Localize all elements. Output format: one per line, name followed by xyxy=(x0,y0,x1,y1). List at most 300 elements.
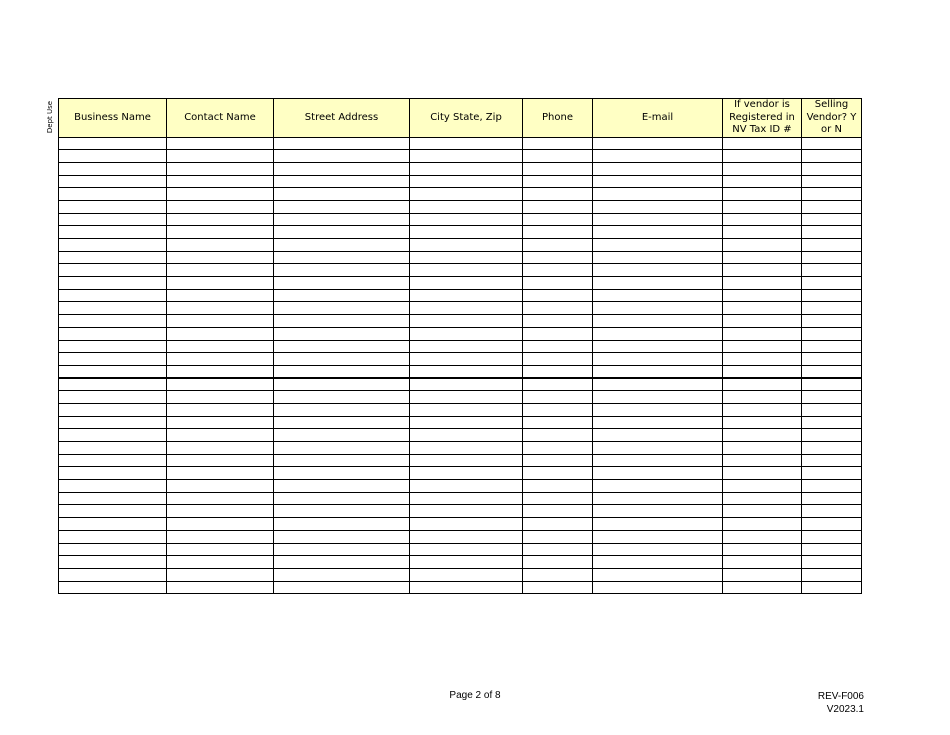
cell-selling-vendor[interactable] xyxy=(802,429,862,442)
cell-email[interactable] xyxy=(593,365,723,378)
cell-street-address[interactable] xyxy=(274,568,410,581)
table-row xyxy=(59,137,862,150)
cell-city-state-zip[interactable] xyxy=(410,454,523,467)
cell-phone[interactable] xyxy=(523,416,593,429)
cell-nv-tax-id[interactable] xyxy=(723,581,802,594)
cell-phone[interactable] xyxy=(523,467,593,480)
cell-city-state-zip[interactable] xyxy=(410,403,523,416)
cell-street-address[interactable] xyxy=(274,365,410,378)
cell-contact-name[interactable] xyxy=(167,137,274,150)
cell-email[interactable] xyxy=(593,403,723,416)
cell-nv-tax-id[interactable] xyxy=(723,467,802,480)
cell-street-address[interactable] xyxy=(274,226,410,239)
cell-business-name[interactable] xyxy=(59,226,167,239)
cell-phone[interactable] xyxy=(523,137,593,150)
cell-street-address[interactable] xyxy=(274,480,410,493)
cell-phone[interactable] xyxy=(523,162,593,175)
dept-use-text: Dept Use xyxy=(46,100,54,134)
cell-city-state-zip[interactable] xyxy=(410,353,523,366)
cell-nv-tax-id[interactable] xyxy=(723,327,802,340)
cell-street-address[interactable] xyxy=(274,353,410,366)
cell-nv-tax-id[interactable] xyxy=(723,264,802,277)
cell-phone[interactable] xyxy=(523,239,593,252)
cell-street-address[interactable] xyxy=(274,429,410,442)
cell-selling-vendor[interactable] xyxy=(802,137,862,150)
cell-nv-tax-id[interactable] xyxy=(723,492,802,505)
cell-street-address[interactable] xyxy=(274,403,410,416)
cell-phone[interactable] xyxy=(523,289,593,302)
cell-phone[interactable] xyxy=(523,480,593,493)
cell-city-state-zip[interactable] xyxy=(410,188,523,201)
cell-nv-tax-id[interactable] xyxy=(723,315,802,328)
cell-nv-tax-id[interactable] xyxy=(723,188,802,201)
cell-nv-tax-id[interactable] xyxy=(723,391,802,404)
cell-nv-tax-id[interactable] xyxy=(723,416,802,429)
cell-selling-vendor[interactable] xyxy=(802,353,862,366)
cell-business-name[interactable] xyxy=(59,162,167,175)
cell-selling-vendor[interactable] xyxy=(802,467,862,480)
cell-selling-vendor[interactable] xyxy=(802,315,862,328)
cell-business-name[interactable] xyxy=(59,467,167,480)
cell-nv-tax-id[interactable] xyxy=(723,518,802,531)
cell-nv-tax-id[interactable] xyxy=(723,175,802,188)
cell-business-name[interactable] xyxy=(59,137,167,150)
cell-city-state-zip[interactable] xyxy=(410,480,523,493)
cell-city-state-zip[interactable] xyxy=(410,429,523,442)
cell-business-name[interactable] xyxy=(59,429,167,442)
cell-city-state-zip[interactable] xyxy=(410,505,523,518)
cell-street-address[interactable] xyxy=(274,277,410,290)
cell-business-name[interactable] xyxy=(59,518,167,531)
cell-email[interactable] xyxy=(593,518,723,531)
cell-email[interactable] xyxy=(593,454,723,467)
cell-street-address[interactable] xyxy=(274,530,410,543)
cell-selling-vendor[interactable] xyxy=(802,162,862,175)
cell-email[interactable] xyxy=(593,213,723,226)
cell-nv-tax-id[interactable] xyxy=(723,505,802,518)
cell-email[interactable] xyxy=(593,150,723,163)
cell-selling-vendor[interactable] xyxy=(802,442,862,455)
cell-business-name[interactable] xyxy=(59,200,167,213)
cell-business-name[interactable] xyxy=(59,340,167,353)
cell-city-state-zip[interactable] xyxy=(410,302,523,315)
cell-email[interactable] xyxy=(593,162,723,175)
cell-street-address[interactable] xyxy=(274,543,410,556)
cell-phone[interactable] xyxy=(523,340,593,353)
cell-city-state-zip[interactable] xyxy=(410,581,523,594)
cell-phone[interactable] xyxy=(523,492,593,505)
cell-street-address[interactable] xyxy=(274,302,410,315)
cell-street-address[interactable] xyxy=(274,200,410,213)
cell-email[interactable] xyxy=(593,530,723,543)
cell-street-address[interactable] xyxy=(274,454,410,467)
cell-contact-name[interactable] xyxy=(167,556,274,569)
cell-email[interactable] xyxy=(593,289,723,302)
cell-selling-vendor[interactable] xyxy=(802,391,862,404)
cell-phone[interactable] xyxy=(523,391,593,404)
cell-phone[interactable] xyxy=(523,442,593,455)
cell-nv-tax-id[interactable] xyxy=(723,480,802,493)
cell-business-name[interactable] xyxy=(59,391,167,404)
cell-city-state-zip[interactable] xyxy=(410,264,523,277)
cell-nv-tax-id[interactable] xyxy=(723,239,802,252)
cell-email[interactable] xyxy=(593,480,723,493)
cell-email[interactable] xyxy=(593,188,723,201)
cell-contact-name[interactable] xyxy=(167,403,274,416)
cell-city-state-zip[interactable] xyxy=(410,315,523,328)
cell-city-state-zip[interactable] xyxy=(410,251,523,264)
cell-phone[interactable] xyxy=(523,403,593,416)
cell-street-address[interactable] xyxy=(274,340,410,353)
cell-email[interactable] xyxy=(593,543,723,556)
cell-selling-vendor[interactable] xyxy=(802,226,862,239)
cell-contact-name[interactable] xyxy=(167,315,274,328)
cell-contact-name[interactable] xyxy=(167,492,274,505)
cell-city-state-zip[interactable] xyxy=(410,200,523,213)
cell-email[interactable] xyxy=(593,251,723,264)
table-row xyxy=(59,277,862,290)
cell-selling-vendor[interactable] xyxy=(802,568,862,581)
cell-phone[interactable] xyxy=(523,302,593,315)
cell-phone[interactable] xyxy=(523,543,593,556)
cell-nv-tax-id[interactable] xyxy=(723,226,802,239)
cell-business-name[interactable] xyxy=(59,416,167,429)
cell-contact-name[interactable] xyxy=(167,200,274,213)
cell-phone[interactable] xyxy=(523,378,593,391)
cell-email[interactable] xyxy=(593,353,723,366)
cell-contact-name[interactable] xyxy=(167,467,274,480)
cell-selling-vendor[interactable] xyxy=(802,518,862,531)
cell-business-name[interactable] xyxy=(59,251,167,264)
cell-phone[interactable] xyxy=(523,251,593,264)
cell-street-address[interactable] xyxy=(274,442,410,455)
cell-phone[interactable] xyxy=(523,429,593,442)
cell-phone[interactable] xyxy=(523,505,593,518)
cell-business-name[interactable] xyxy=(59,277,167,290)
cell-email[interactable] xyxy=(593,340,723,353)
cell-city-state-zip[interactable] xyxy=(410,137,523,150)
cell-phone[interactable] xyxy=(523,365,593,378)
cell-contact-name[interactable] xyxy=(167,213,274,226)
cell-email[interactable] xyxy=(593,239,723,252)
cell-city-state-zip[interactable] xyxy=(410,378,523,391)
cell-email[interactable] xyxy=(593,429,723,442)
cell-phone[interactable] xyxy=(523,213,593,226)
cell-city-state-zip[interactable] xyxy=(410,175,523,188)
cell-street-address[interactable] xyxy=(274,327,410,340)
cell-city-state-zip[interactable] xyxy=(410,556,523,569)
cell-business-name[interactable] xyxy=(59,581,167,594)
cell-street-address[interactable] xyxy=(274,391,410,404)
cell-contact-name[interactable] xyxy=(167,340,274,353)
cell-city-state-zip[interactable] xyxy=(410,492,523,505)
cell-email[interactable] xyxy=(593,378,723,391)
cell-phone[interactable] xyxy=(523,277,593,290)
cell-business-name[interactable] xyxy=(59,264,167,277)
cell-selling-vendor[interactable] xyxy=(802,277,862,290)
cell-street-address[interactable] xyxy=(274,556,410,569)
cell-nv-tax-id[interactable] xyxy=(723,277,802,290)
cell-nv-tax-id[interactable] xyxy=(723,365,802,378)
cell-contact-name[interactable] xyxy=(167,543,274,556)
cell-nv-tax-id[interactable] xyxy=(723,378,802,391)
cell-email[interactable] xyxy=(593,492,723,505)
cell-city-state-zip[interactable] xyxy=(410,226,523,239)
cell-city-state-zip[interactable] xyxy=(410,416,523,429)
cell-email[interactable] xyxy=(593,442,723,455)
cell-street-address[interactable] xyxy=(274,416,410,429)
cell-email[interactable] xyxy=(593,264,723,277)
cell-selling-vendor[interactable] xyxy=(802,200,862,213)
cell-phone[interactable] xyxy=(523,353,593,366)
cell-business-name[interactable] xyxy=(59,454,167,467)
cell-contact-name[interactable] xyxy=(167,581,274,594)
cell-business-name[interactable] xyxy=(59,213,167,226)
cell-contact-name[interactable] xyxy=(167,264,274,277)
cell-nv-tax-id[interactable] xyxy=(723,568,802,581)
cell-contact-name[interactable] xyxy=(167,353,274,366)
cell-selling-vendor[interactable] xyxy=(802,340,862,353)
cell-business-name[interactable] xyxy=(59,239,167,252)
cell-city-state-zip[interactable] xyxy=(410,150,523,163)
cell-street-address[interactable] xyxy=(274,150,410,163)
cell-street-address[interactable] xyxy=(274,137,410,150)
form-code-block xyxy=(818,691,864,716)
cell-selling-vendor[interactable] xyxy=(802,175,862,188)
cell-email[interactable] xyxy=(593,556,723,569)
cell-city-state-zip[interactable] xyxy=(410,340,523,353)
cell-nv-tax-id[interactable] xyxy=(723,137,802,150)
cell-email[interactable] xyxy=(593,315,723,328)
cell-nv-tax-id[interactable] xyxy=(723,530,802,543)
cell-business-name[interactable] xyxy=(59,505,167,518)
header-row xyxy=(59,99,862,138)
cell-city-state-zip[interactable] xyxy=(410,327,523,340)
cell-email[interactable] xyxy=(593,302,723,315)
table-row xyxy=(59,403,862,416)
cell-street-address[interactable] xyxy=(274,188,410,201)
cell-selling-vendor[interactable] xyxy=(802,289,862,302)
cell-selling-vendor[interactable] xyxy=(802,302,862,315)
cell-selling-vendor[interactable] xyxy=(802,213,862,226)
cell-street-address[interactable] xyxy=(274,581,410,594)
cell-nv-tax-id[interactable] xyxy=(723,454,802,467)
cell-phone[interactable] xyxy=(523,264,593,277)
cell-city-state-zip[interactable] xyxy=(410,543,523,556)
cell-nv-tax-id[interactable] xyxy=(723,162,802,175)
cell-city-state-zip[interactable] xyxy=(410,442,523,455)
cell-contact-name[interactable] xyxy=(167,365,274,378)
cell-contact-name[interactable] xyxy=(167,226,274,239)
cell-city-state-zip[interactable] xyxy=(410,277,523,290)
cell-email[interactable] xyxy=(593,327,723,340)
cell-business-name[interactable] xyxy=(59,188,167,201)
cell-business-name[interactable] xyxy=(59,365,167,378)
cell-street-address[interactable] xyxy=(274,518,410,531)
cell-selling-vendor[interactable] xyxy=(802,480,862,493)
table-row xyxy=(59,416,862,429)
cell-city-state-zip[interactable] xyxy=(410,365,523,378)
cell-selling-vendor[interactable] xyxy=(802,365,862,378)
cell-email[interactable] xyxy=(593,226,723,239)
cell-contact-name[interactable] xyxy=(167,480,274,493)
cell-contact-name[interactable] xyxy=(167,518,274,531)
cell-selling-vendor[interactable] xyxy=(802,264,862,277)
cell-email[interactable] xyxy=(593,200,723,213)
cell-email[interactable] xyxy=(593,467,723,480)
cell-phone[interactable] xyxy=(523,150,593,163)
cell-contact-name[interactable] xyxy=(167,378,274,391)
cell-business-name[interactable] xyxy=(59,315,167,328)
cell-selling-vendor[interactable] xyxy=(802,327,862,340)
cell-email[interactable] xyxy=(593,391,723,404)
cell-phone[interactable] xyxy=(523,226,593,239)
cell-contact-name[interactable] xyxy=(167,277,274,290)
cell-business-name[interactable] xyxy=(59,556,167,569)
table-row xyxy=(59,492,862,505)
cell-contact-name[interactable] xyxy=(167,416,274,429)
cell-email[interactable] xyxy=(593,581,723,594)
cell-business-name[interactable] xyxy=(59,302,167,315)
cell-email[interactable] xyxy=(593,175,723,188)
cell-city-state-zip[interactable] xyxy=(410,213,523,226)
cell-selling-vendor[interactable] xyxy=(802,239,862,252)
header-nv-tax-id: If vendor is Registered in NV Tax ID # xyxy=(723,99,802,138)
cell-contact-name[interactable] xyxy=(167,327,274,340)
cell-nv-tax-id[interactable] xyxy=(723,429,802,442)
cell-selling-vendor[interactable] xyxy=(802,416,862,429)
cell-street-address[interactable] xyxy=(274,505,410,518)
cell-contact-name[interactable] xyxy=(167,530,274,543)
cell-selling-vendor[interactable] xyxy=(802,581,862,594)
cell-contact-name[interactable] xyxy=(167,568,274,581)
cell-contact-name[interactable] xyxy=(167,188,274,201)
cell-business-name[interactable] xyxy=(59,492,167,505)
cell-email[interactable] xyxy=(593,505,723,518)
cell-nv-tax-id[interactable] xyxy=(723,251,802,264)
table-row xyxy=(59,213,862,226)
cell-business-name[interactable] xyxy=(59,568,167,581)
cell-nv-tax-id[interactable] xyxy=(723,340,802,353)
cell-contact-name[interactable] xyxy=(167,302,274,315)
cell-street-address[interactable] xyxy=(274,175,410,188)
cell-street-address[interactable] xyxy=(274,264,410,277)
cell-nv-tax-id[interactable] xyxy=(723,289,802,302)
cell-city-state-zip[interactable] xyxy=(410,239,523,252)
cell-city-state-zip[interactable] xyxy=(410,162,523,175)
cell-phone[interactable] xyxy=(523,327,593,340)
cell-contact-name[interactable] xyxy=(167,289,274,302)
cell-nv-tax-id[interactable] xyxy=(723,150,802,163)
cell-phone[interactable] xyxy=(523,581,593,594)
cell-nv-tax-id[interactable] xyxy=(723,442,802,455)
cell-selling-vendor[interactable] xyxy=(802,150,862,163)
cell-phone[interactable] xyxy=(523,454,593,467)
cell-street-address[interactable] xyxy=(274,239,410,252)
cell-street-address[interactable] xyxy=(274,162,410,175)
cell-phone[interactable] xyxy=(523,530,593,543)
cell-street-address[interactable] xyxy=(274,289,410,302)
cell-nv-tax-id[interactable] xyxy=(723,213,802,226)
cell-city-state-zip[interactable] xyxy=(410,467,523,480)
cell-nv-tax-id[interactable] xyxy=(723,403,802,416)
cell-contact-name[interactable] xyxy=(167,162,274,175)
cell-selling-vendor[interactable] xyxy=(802,188,862,201)
cell-business-name[interactable] xyxy=(59,543,167,556)
cell-nv-tax-id[interactable] xyxy=(723,543,802,556)
cell-selling-vendor[interactable] xyxy=(802,543,862,556)
cell-selling-vendor[interactable] xyxy=(802,530,862,543)
cell-city-state-zip[interactable] xyxy=(410,530,523,543)
cell-email[interactable] xyxy=(593,137,723,150)
cell-street-address[interactable] xyxy=(274,492,410,505)
cell-contact-name[interactable] xyxy=(167,454,274,467)
cell-business-name[interactable] xyxy=(59,175,167,188)
cell-business-name[interactable] xyxy=(59,403,167,416)
cell-business-name[interactable] xyxy=(59,378,167,391)
cell-selling-vendor[interactable] xyxy=(802,403,862,416)
cell-selling-vendor[interactable] xyxy=(802,505,862,518)
cell-phone[interactable] xyxy=(523,200,593,213)
cell-contact-name[interactable] xyxy=(167,391,274,404)
cell-nv-tax-id[interactable] xyxy=(723,353,802,366)
cell-business-name[interactable] xyxy=(59,353,167,366)
cell-city-state-zip[interactable] xyxy=(410,518,523,531)
cell-phone[interactable] xyxy=(523,175,593,188)
cell-street-address[interactable] xyxy=(274,315,410,328)
cell-phone[interactable] xyxy=(523,518,593,531)
cell-contact-name[interactable] xyxy=(167,239,274,252)
cell-city-state-zip[interactable] xyxy=(410,391,523,404)
cell-selling-vendor[interactable] xyxy=(802,251,862,264)
cell-contact-name[interactable] xyxy=(167,505,274,518)
cell-city-state-zip[interactable] xyxy=(410,568,523,581)
cell-contact-name[interactable] xyxy=(167,442,274,455)
cell-business-name[interactable] xyxy=(59,150,167,163)
cell-selling-vendor[interactable] xyxy=(802,492,862,505)
cell-street-address[interactable] xyxy=(274,251,410,264)
cell-email[interactable] xyxy=(593,277,723,290)
cell-phone[interactable] xyxy=(523,188,593,201)
cell-email[interactable] xyxy=(593,568,723,581)
cell-selling-vendor[interactable] xyxy=(802,556,862,569)
cell-business-name[interactable] xyxy=(59,480,167,493)
cell-business-name[interactable] xyxy=(59,530,167,543)
cell-contact-name[interactable] xyxy=(167,150,274,163)
cell-phone[interactable] xyxy=(523,556,593,569)
cell-contact-name[interactable] xyxy=(167,175,274,188)
cell-phone[interactable] xyxy=(523,568,593,581)
cell-phone[interactable] xyxy=(523,315,593,328)
cell-business-name[interactable] xyxy=(59,327,167,340)
table-row xyxy=(59,518,862,531)
cell-nv-tax-id[interactable] xyxy=(723,302,802,315)
cell-nv-tax-id[interactable] xyxy=(723,556,802,569)
cell-street-address[interactable] xyxy=(274,378,410,391)
cell-nv-tax-id[interactable] xyxy=(723,200,802,213)
cell-contact-name[interactable] xyxy=(167,429,274,442)
cell-business-name[interactable] xyxy=(59,289,167,302)
cell-selling-vendor[interactable] xyxy=(802,454,862,467)
cell-city-state-zip[interactable] xyxy=(410,289,523,302)
cell-selling-vendor[interactable] xyxy=(802,378,862,391)
cell-street-address[interactable] xyxy=(274,213,410,226)
table-row xyxy=(59,302,862,315)
cell-business-name[interactable] xyxy=(59,442,167,455)
cell-email[interactable] xyxy=(593,416,723,429)
cell-contact-name[interactable] xyxy=(167,251,274,264)
cell-street-address[interactable] xyxy=(274,467,410,480)
